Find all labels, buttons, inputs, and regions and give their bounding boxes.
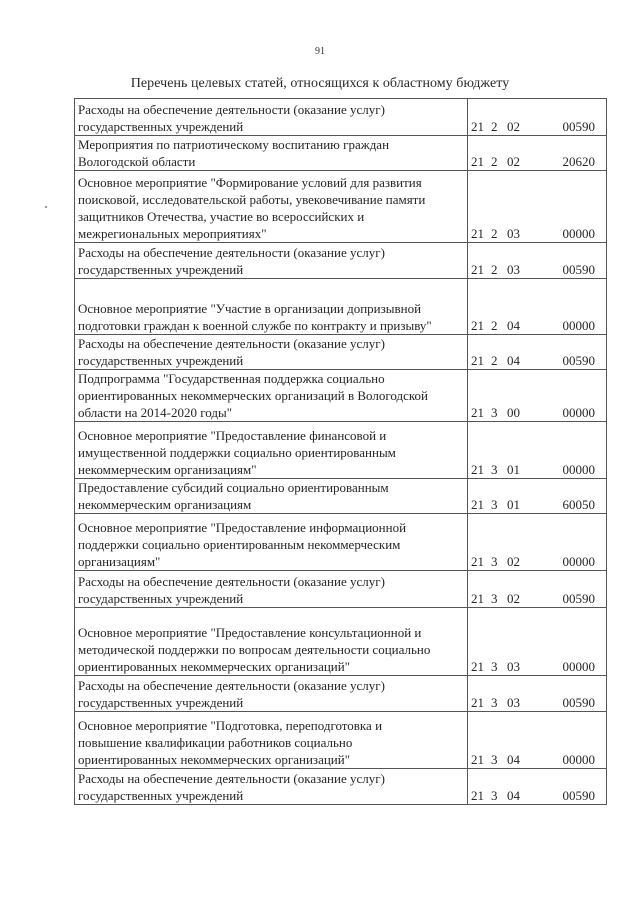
activity-code: 02 bbox=[507, 591, 520, 606]
article-code bbox=[468, 370, 607, 422]
article-description bbox=[75, 136, 468, 171]
activity-code: 02 bbox=[507, 554, 520, 569]
description-line: некоммерческим организациям bbox=[78, 497, 252, 512]
article-code bbox=[468, 99, 607, 136]
article-code bbox=[468, 243, 607, 279]
article-code bbox=[468, 279, 607, 335]
activity-code: 03 bbox=[507, 695, 520, 710]
description-line: межрегиональных мероприятиях" bbox=[78, 226, 267, 241]
description-line: Основное мероприятие "Подготовка, переподготовка и bbox=[78, 718, 383, 733]
article-code bbox=[468, 514, 607, 571]
activity-code: 04 bbox=[507, 353, 520, 368]
table-row bbox=[75, 514, 607, 571]
description-line: ориентированных некоммерческих организаций в Вологодской bbox=[78, 388, 428, 403]
description-line: Подпрограмма "Государственная поддержка социально bbox=[78, 371, 385, 386]
description-line: Основное мероприятие "Предоставление информационной bbox=[78, 520, 407, 535]
article-code bbox=[468, 676, 607, 712]
article-description bbox=[75, 171, 468, 243]
program-code: 21 bbox=[471, 353, 484, 368]
article-description bbox=[75, 608, 468, 676]
program-code: 21 bbox=[471, 462, 484, 477]
direction-code: 60050 bbox=[562, 497, 595, 512]
program-code: 21 bbox=[471, 154, 484, 169]
description-line: подготовки граждан к военной службе по контракту и призыву" bbox=[78, 318, 432, 333]
table-row bbox=[75, 279, 607, 335]
description-line: Основное мероприятие "Предоставление финансовой и bbox=[78, 428, 387, 443]
description-line: Предоставление субсидий социально ориентированным bbox=[78, 480, 389, 495]
article-code bbox=[468, 335, 607, 370]
article-description bbox=[75, 712, 468, 769]
subprogram-code: 3 bbox=[491, 695, 498, 710]
article-code bbox=[468, 712, 607, 769]
direction-code: 00000 bbox=[562, 318, 595, 333]
subprogram-code: 2 bbox=[491, 262, 498, 277]
article-description bbox=[75, 99, 468, 136]
direction-code: 00000 bbox=[562, 405, 595, 420]
description-line: защитников Отечества, участие во всероссийских и bbox=[78, 209, 365, 224]
article-description bbox=[75, 479, 468, 514]
table-row bbox=[75, 171, 607, 243]
program-code: 21 bbox=[471, 591, 484, 606]
document-title: Перечень целевых статей, относящихся к областному бюджету bbox=[130, 76, 510, 91]
subprogram-code: 3 bbox=[491, 462, 498, 477]
article-description bbox=[75, 422, 468, 479]
activity-code: 02 bbox=[507, 119, 520, 134]
target-articles-table bbox=[74, 98, 607, 805]
description-line: государственных учреждений bbox=[78, 353, 244, 368]
description-line: Расходы на обеспечение деятельности (оказание услуг) bbox=[78, 678, 385, 693]
table-row bbox=[75, 571, 607, 608]
table-row bbox=[75, 676, 607, 712]
article-description bbox=[75, 571, 468, 608]
description-line: поддержки социально ориентированным некоммерческим bbox=[78, 537, 401, 552]
description-line: государственных учреждений bbox=[78, 591, 244, 606]
table-row bbox=[75, 136, 607, 171]
direction-code: 00000 bbox=[562, 462, 595, 477]
direction-code: 00590 bbox=[562, 591, 595, 606]
program-code: 21 bbox=[471, 405, 484, 420]
description-line: поисковой, исследовательской работы, увековечивание памяти bbox=[78, 192, 426, 207]
direction-code: 00590 bbox=[562, 262, 595, 277]
direction-code: 00590 bbox=[562, 353, 595, 368]
description-line: Основное мероприятие "Формирование условий для развития bbox=[78, 175, 422, 190]
description-line: области на 2014-2020 годы" bbox=[78, 405, 233, 420]
direction-code: 20620 bbox=[562, 154, 595, 169]
direction-code: 00590 bbox=[562, 788, 595, 803]
article-description bbox=[75, 769, 468, 805]
description-line: Расходы на обеспечение деятельности (оказание услуг) bbox=[78, 245, 385, 260]
description-line: ориентированных некоммерческих организаций" bbox=[78, 752, 351, 767]
table-row bbox=[75, 243, 607, 279]
direction-code: 00000 bbox=[562, 659, 595, 674]
article-code bbox=[468, 769, 607, 805]
article-code bbox=[468, 422, 607, 479]
description-line: Расходы на обеспечение деятельности (оказание услуг) bbox=[78, 336, 385, 351]
direction-code: 00590 bbox=[562, 119, 595, 134]
description-line: Вологодской области bbox=[78, 154, 196, 169]
subprogram-code: 2 bbox=[491, 154, 498, 169]
scan-artifact bbox=[45, 206, 47, 208]
subprogram-code: 3 bbox=[491, 788, 498, 803]
description-line: государственных учреждений bbox=[78, 695, 244, 710]
direction-code: 00000 bbox=[562, 554, 595, 569]
description-line: организациям" bbox=[78, 554, 161, 569]
description-line: Расходы на обеспечение деятельности (оказание услуг) bbox=[78, 102, 385, 117]
subprogram-code: 2 bbox=[491, 119, 498, 134]
table-row bbox=[75, 769, 607, 805]
description-line: Основное мероприятие "Участие в организации допризывной bbox=[78, 301, 422, 316]
article-description bbox=[75, 514, 468, 571]
subprogram-code: 3 bbox=[491, 497, 498, 512]
table-row bbox=[75, 335, 607, 370]
article-code bbox=[468, 479, 607, 514]
table-row bbox=[75, 608, 607, 676]
program-code: 21 bbox=[471, 659, 484, 674]
program-code: 21 bbox=[471, 318, 484, 333]
activity-code: 02 bbox=[507, 154, 520, 169]
description-line: Мероприятия по патриотическому воспитанию граждан bbox=[78, 137, 390, 152]
subprogram-code: 3 bbox=[491, 752, 498, 767]
program-code: 21 bbox=[471, 119, 484, 134]
program-code: 21 bbox=[471, 497, 484, 512]
description-line: государственных учреждений bbox=[78, 262, 244, 277]
direction-code: 00590 bbox=[562, 695, 595, 710]
article-description bbox=[75, 370, 468, 422]
activity-code: 03 bbox=[507, 262, 520, 277]
activity-code: 01 bbox=[507, 497, 520, 512]
description-line: Основное мероприятие "Предоставление консультационной и bbox=[78, 625, 422, 640]
subprogram-code: 2 bbox=[491, 226, 498, 241]
description-line: Расходы на обеспечение деятельности (оказание услуг) bbox=[78, 574, 385, 589]
description-line: государственных учреждений bbox=[78, 119, 244, 134]
page-number: 91 bbox=[315, 46, 325, 57]
activity-code: 01 bbox=[507, 462, 520, 477]
program-code: 21 bbox=[471, 752, 484, 767]
article-code bbox=[468, 571, 607, 608]
description-line: повышение квалификации работников социально bbox=[78, 735, 353, 750]
table-row bbox=[75, 479, 607, 514]
description-line: имущественной поддержки социально ориентированным bbox=[78, 445, 396, 460]
description-line: методической поддержки по вопросам деятельности социально bbox=[78, 642, 431, 657]
subprogram-code: 3 bbox=[491, 659, 498, 674]
activity-code: 03 bbox=[507, 226, 520, 241]
activity-code: 04 bbox=[507, 318, 520, 333]
program-code: 21 bbox=[471, 788, 484, 803]
table-row bbox=[75, 712, 607, 769]
activity-code: 00 bbox=[507, 405, 520, 420]
subprogram-code: 2 bbox=[491, 353, 498, 368]
description-line: ориентированных некоммерческих организаций" bbox=[78, 659, 351, 674]
subprogram-code: 3 bbox=[491, 554, 498, 569]
table-row bbox=[75, 370, 607, 422]
program-code: 21 bbox=[471, 262, 484, 277]
table-row bbox=[75, 422, 607, 479]
table-row bbox=[75, 99, 607, 136]
subprogram-code: 3 bbox=[491, 405, 498, 420]
direction-code: 00000 bbox=[562, 226, 595, 241]
article-code bbox=[468, 171, 607, 243]
article-code bbox=[468, 136, 607, 171]
activity-code: 04 bbox=[507, 752, 520, 767]
description-line: государственных учреждений bbox=[78, 788, 244, 803]
article-description bbox=[75, 335, 468, 370]
article-description bbox=[75, 243, 468, 279]
program-code: 21 bbox=[471, 554, 484, 569]
article-code bbox=[468, 608, 607, 676]
description-line: некоммерческим организациям" bbox=[78, 462, 257, 477]
activity-code: 03 bbox=[507, 659, 520, 674]
subprogram-code: 3 bbox=[491, 591, 498, 606]
article-description bbox=[75, 279, 468, 335]
article-description bbox=[75, 676, 468, 712]
activity-code: 04 bbox=[507, 788, 520, 803]
description-line: Расходы на обеспечение деятельности (оказание услуг) bbox=[78, 771, 385, 786]
program-code: 21 bbox=[471, 695, 484, 710]
subprogram-code: 2 bbox=[491, 318, 498, 333]
program-code: 21 bbox=[471, 226, 484, 241]
direction-code: 00000 bbox=[562, 752, 595, 767]
